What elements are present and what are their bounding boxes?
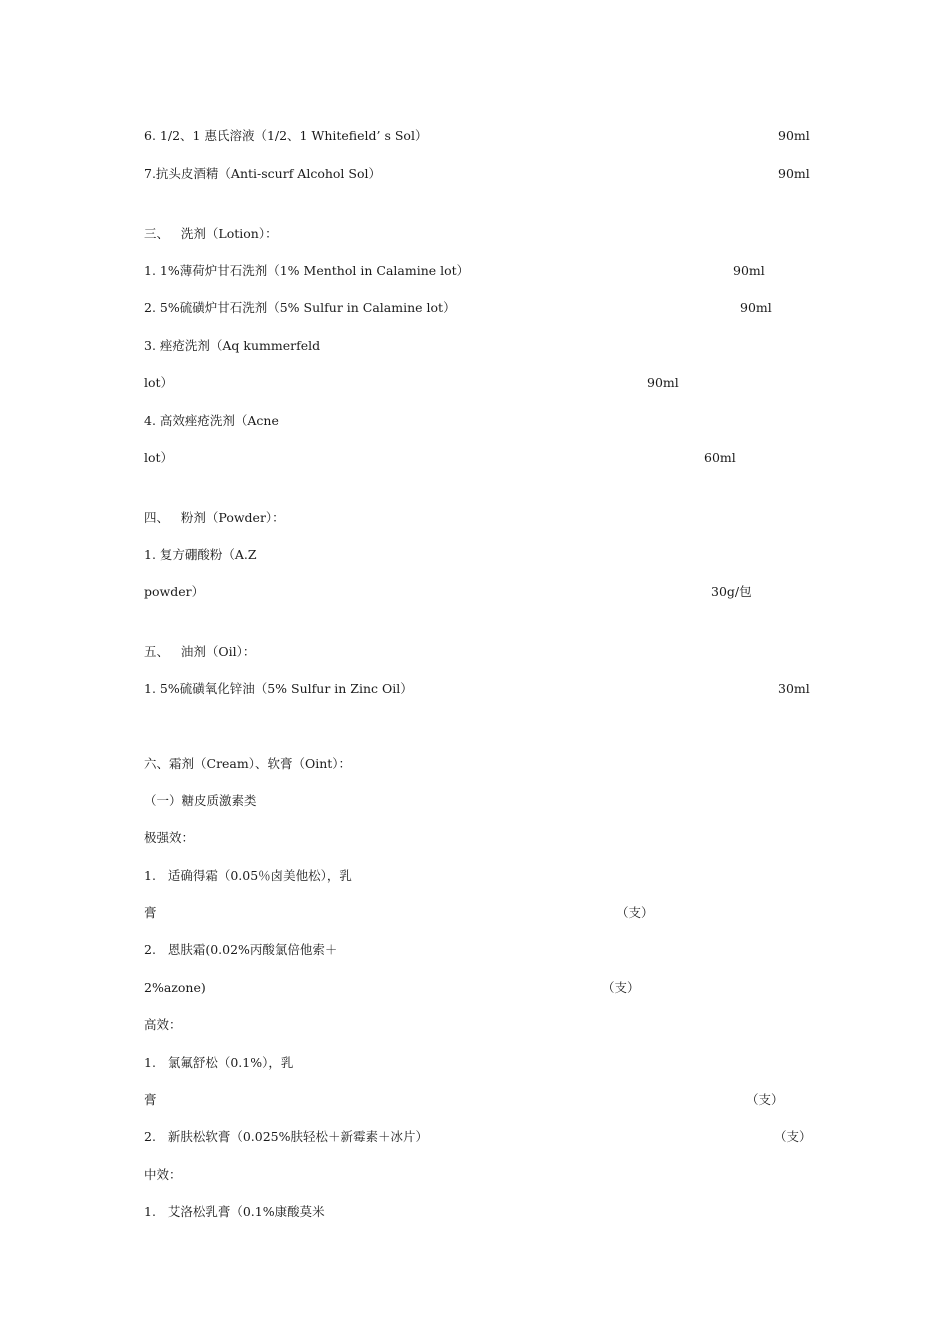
item-unit: （支） (746, 1092, 784, 1107)
potency-heading-strong: 高效： (144, 1017, 182, 1032)
item-sulfur-calamine: 2. 5%硫磺炉甘石洗剂（5% Sulfur in Calamine lot） (144, 300, 456, 315)
item-triamcinolone-cont: 膏 (144, 1092, 157, 1107)
item-acne-lotion-cont: lot） (144, 375, 174, 390)
section-heading-cream: 六、霜剂（Cream）、软膏（Oint）： (144, 756, 352, 771)
item-whitefield-sol: 6. 1/2、1 惠氏溶液（1/2、1 Whitefield’ s Sol） (144, 128, 428, 143)
item-halometasone-cont: 膏 (144, 905, 157, 920)
item-volume: 30ml (778, 681, 810, 696)
item-triamcinolone: 1. 氯氟舒松（0.1%），乳 (144, 1055, 294, 1070)
item-volume: 60ml (704, 450, 736, 465)
item-quantity: 30g/包 (711, 584, 752, 599)
item-volume: 90ml (778, 166, 810, 181)
item-volume: 90ml (647, 375, 679, 390)
item-halometasone: 1. 适确得霜（0.05％卤美他松），乳 (144, 868, 352, 883)
section-heading-powder: 四、 粉剂（Powder）： (144, 510, 285, 525)
item-unit: （支） (616, 905, 654, 920)
item-high-acne-lotion-cont: lot） (144, 450, 174, 465)
potency-heading-medium: 中效： (144, 1167, 182, 1182)
item-unit: （支） (774, 1129, 812, 1144)
item-acne-lotion: 3. 痤疮洗剂（Aq kummerfeld (144, 338, 321, 353)
item-boric-powder: 1. 复方硼酸粉（A.Z (144, 547, 257, 562)
item-clobetasol: 2. 恩肤霜(0.02%丙酸氯倍他索＋ (144, 942, 338, 957)
potency-heading-very-strong: 极强效： (144, 830, 195, 845)
subsection-heading-corticosteroid: （一）糖皮质激素类 (144, 793, 257, 808)
section-heading-oil: 五、 油剂（Oil）： (144, 644, 256, 659)
item-volume: 90ml (733, 263, 765, 278)
item-clobetasol-cont: 2%azone) (144, 980, 206, 995)
item-menthol-calamine: 1. 1%薄荷炉甘石洗剂（1% Menthol in Calamine lot） (144, 263, 470, 278)
item-unit: （支） (602, 980, 640, 995)
item-volume: 90ml (740, 300, 772, 315)
section-heading-lotion: 三、 洗剂（Lotion）： (144, 226, 278, 241)
item-boric-powder-cont: powder） (144, 584, 205, 599)
item-anti-scurf-sol: 7.抗头皮酒精（Anti-scurf Alcohol Sol） (144, 166, 381, 181)
item-high-acne-lotion: 4. 高效痤疮洗剂（Acne (144, 413, 279, 428)
item-volume: 90ml (778, 128, 810, 143)
item-sulfur-zinc-oil: 1. 5%硫磺氧化锌油（5% Sulfur in Zinc Oil） (144, 681, 413, 696)
item-mometasone: 1. 艾洛松乳膏（0.1%康酸莫米 (144, 1204, 325, 1219)
item-fluocinolone-ointment: 2. 新肤松软膏（0.025%肤轻松＋新霉素＋冰片） (144, 1129, 429, 1144)
